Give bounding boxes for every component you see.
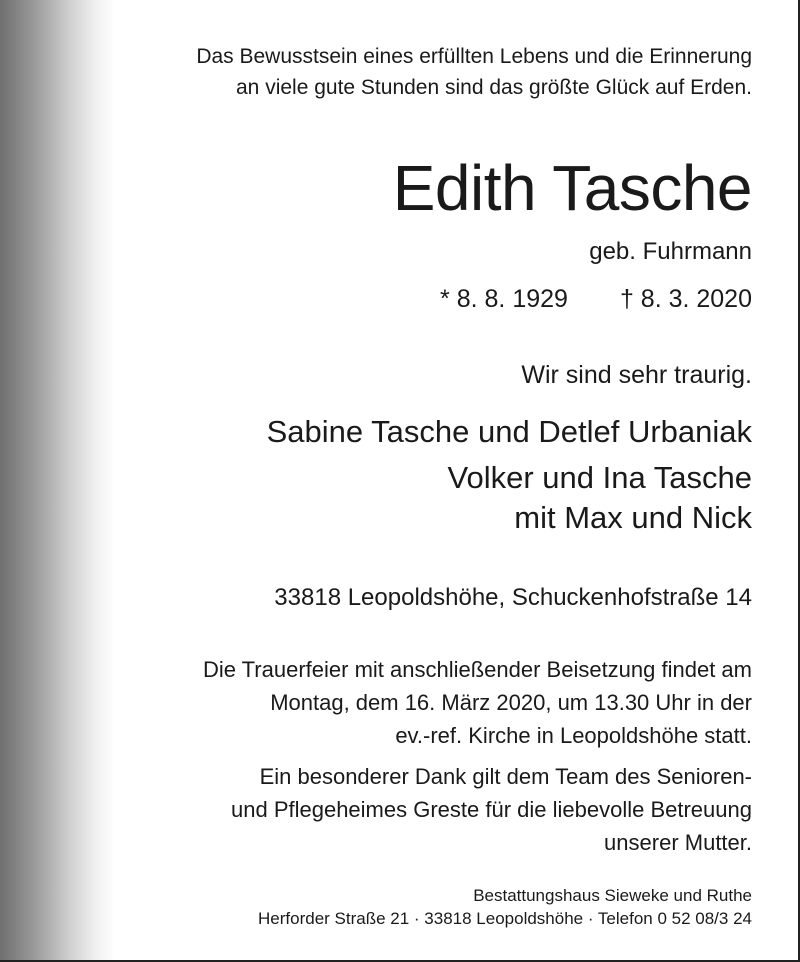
thanks-line: unserer Mutter. <box>604 830 752 855</box>
service-notice <box>203 653 752 752</box>
mourners-list <box>267 412 752 538</box>
sentiment-text: Wir sind sehr traurig. <box>521 361 752 389</box>
service-line: Montag, dem 16. März 2020, um 13.30 Uhr in der <box>270 690 752 715</box>
notice-content <box>120 0 752 960</box>
mourner-line: mit Max und Nick <box>514 500 752 535</box>
mourner-line: Volker und Ina Tasche <box>447 460 752 495</box>
service-line: ev.-ref. Kirche in Leopoldshöhe statt. <box>395 723 752 748</box>
thanks-note <box>231 760 752 859</box>
death-date: † 8. 3. 2020 <box>619 285 752 313</box>
funeral-home-name: Bestattungshaus Sieweke und Ruthe <box>473 886 752 905</box>
thanks-line: Ein besonderer Dank gilt dem Team des Senioren- <box>259 764 752 789</box>
thanks-line: und Pflegeheimes Greste für die liebevolle Betreuung <box>231 797 752 822</box>
motto-line: an viele gute Stunden sind das größte Glück auf Erden. <box>236 76 752 99</box>
funeral-home-info <box>258 884 752 930</box>
birth-date: * 8. 8. 1929 <box>440 285 568 313</box>
deceased-name: Edith Tasche <box>392 152 752 224</box>
funeral-home-contact: Herforder Straße 21 · 33818 Leopoldshöhe · Telefon 0 52 08/3 24 <box>258 909 752 928</box>
left-shadow-gradient <box>0 0 115 960</box>
mourner-line: Sabine Tasche und Detlef Urbaniak <box>266 414 752 449</box>
family-address: 33818 Leopoldshöhe, Schuckenhofstraße 14 <box>274 584 752 611</box>
motto-quote <box>196 41 752 103</box>
maiden-name: geb. Fuhrmann <box>589 238 752 265</box>
service-line: Die Trauerfeier mit anschließender Beisetzung findet am <box>202 657 752 682</box>
motto-line: Das Bewusstsein eines erfüllten Lebens und die Erinnerung <box>196 45 752 68</box>
life-dates <box>440 282 752 316</box>
